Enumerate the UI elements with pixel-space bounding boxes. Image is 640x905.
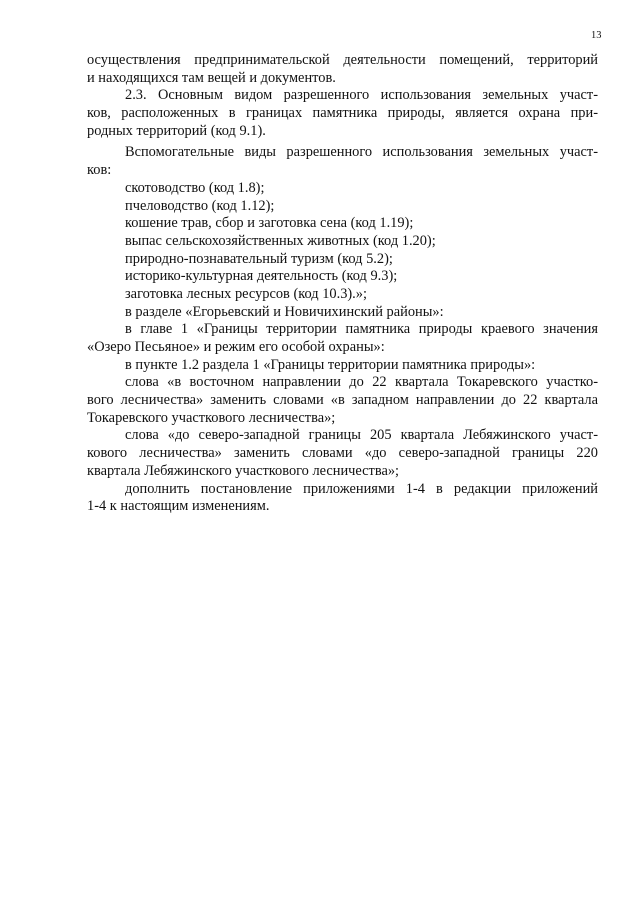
text-line: в главе 1 «Границы территории памятника природы краевого значения — [125, 321, 598, 338]
list-item — [87, 180, 598, 198]
list-item — [87, 198, 598, 216]
paragraph-section-reference — [87, 304, 598, 322]
text-line: 2.3. Основным видом разрешенного использования земельных участ- — [125, 87, 598, 104]
paragraph-continuation — [87, 52, 598, 87]
text-line: дополнить постановление приложениями 1-4 в редакции приложений — [125, 480, 598, 497]
text-line: «Озеро Песьяное» и режим его особой охраны»: — [87, 339, 385, 355]
paragraph-chapter-reference — [87, 321, 598, 356]
list-item — [87, 251, 598, 269]
list-item — [87, 286, 598, 304]
text-line: заготовка лесных ресурсов (код 10.3).»; — [125, 285, 367, 302]
text-line: Токаревского участкового лесничества»; — [87, 409, 336, 426]
list-item — [87, 268, 598, 286]
text-line: кового лесничества» заменить словами «до северо-западной границы 220 — [87, 445, 598, 462]
paragraph-clause-2-3 — [87, 87, 598, 140]
text-line: и находящихся там вещей и документов. — [87, 69, 336, 86]
text-line: пчеловодство (код 1.12); — [125, 197, 275, 214]
list-item — [87, 215, 598, 233]
text-line: квартала Лебяжинского участкового лесничества»; — [87, 462, 400, 479]
paragraph-replacement-2 — [87, 427, 598, 480]
page-number: 13 — [591, 30, 602, 41]
text-line: слова «в восточном направлении до 22 квартала Токаревского участко- — [125, 374, 598, 391]
text-line: скотоводство (код 1.8); — [125, 179, 265, 196]
text-line: в пункте 1.2 раздела 1 «Границы территории памятника природы»: — [125, 356, 536, 373]
text-line: ков: — [87, 162, 112, 179]
list-item — [87, 233, 598, 251]
text-line: в разделе «Егорьевский и Новичихинский районы»: — [125, 303, 444, 320]
text-line: 1-4 к настоящим изменениям. — [87, 498, 270, 515]
paragraph-auxiliary-uses — [87, 144, 598, 179]
paragraph-supplement — [87, 481, 598, 516]
document-body — [87, 52, 598, 516]
text-line: осуществления предпринимательской деятельности помещений, территорий — [87, 52, 598, 68]
text-line: слова «до северо-западной границы 205 квартала Лебяжинского участ- — [125, 427, 598, 444]
text-line: кошение трав, сбор и заготовка сена (код 1.19); — [125, 215, 414, 232]
text-line: Вспомогательные виды разрешенного использования земельных участ- — [125, 144, 598, 161]
text-line: выпас сельскохозяйственных животных (код 1.20); — [125, 232, 436, 249]
text-line: родных территорий (код 9.1). — [87, 122, 266, 139]
paragraph-clause-reference — [87, 357, 598, 375]
text-line: историко-культурная деятельность (код 9.3); — [125, 268, 398, 285]
text-line: вого лесничества» заменить словами «в западном направлении до 22 квартала — [87, 392, 598, 409]
paragraph-replacement-1 — [87, 374, 598, 427]
text-line: природно-познавательный туризм (код 5.2); — [125, 250, 393, 267]
text-line: ков, расположенных в границах памятника природы, является охрана при- — [87, 105, 598, 122]
